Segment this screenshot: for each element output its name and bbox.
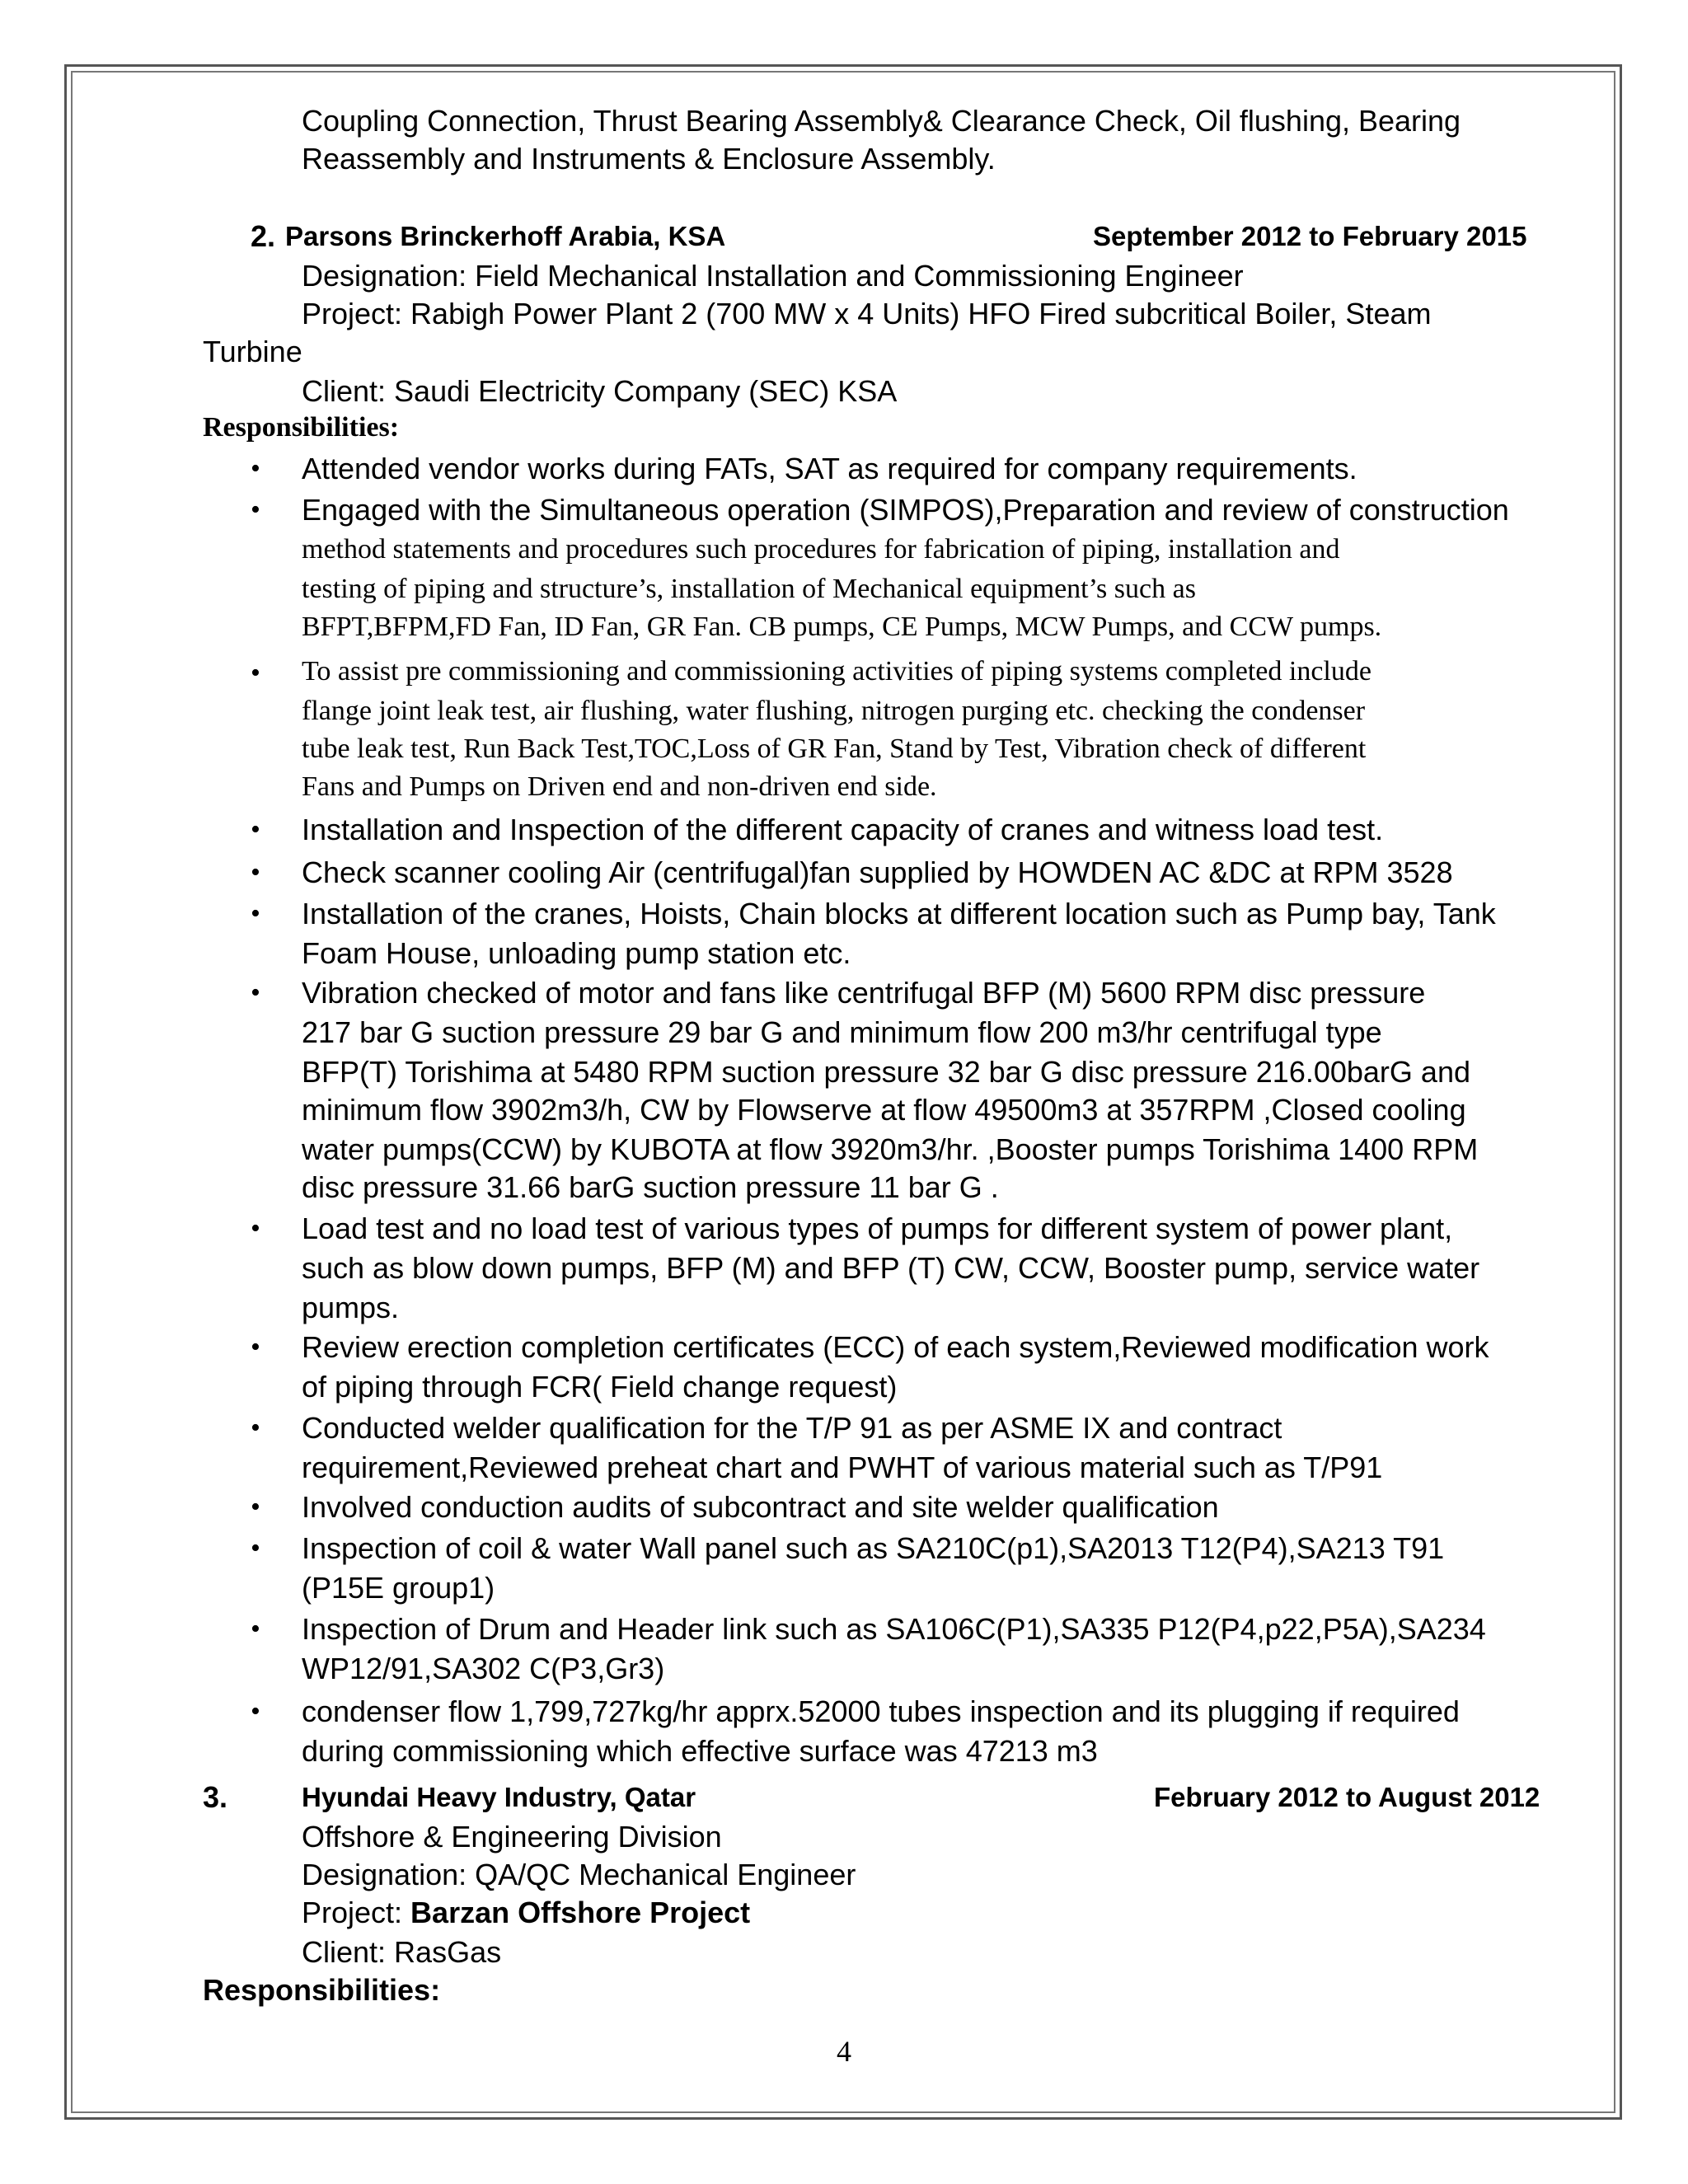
job2-project-line1: Project: Rabigh Power Plant 2 (700 MW x 4 Units) HFO Fired subcritical Boiler, Steam	[302, 297, 1432, 330]
job3-designation: Designation: QA/QC Mechanical Engineer	[302, 1858, 856, 1891]
responsibility-item-line: flange joint leak test, air flushing, water flushing, nitrogen purging etc. checking the condenser	[302, 696, 1366, 726]
bullet-icon: •	[251, 1213, 260, 1244]
intro-line-1: Coupling Connection, Thrust Bearing Assembly& Clearance Check, Oil flushing, Bearing	[302, 104, 1461, 138]
responsibility-item-line: of piping through FCR( Field change request)	[302, 1370, 898, 1404]
responsibility-item-line: Installation of the cranes, Hoists, Chain blocks at different location such as Pump bay, Tank	[302, 897, 1496, 930]
responsibility-item-line: Attended vendor works during FATs, SAT as required for company requirements.	[302, 452, 1357, 485]
job3-number: 3.	[203, 1780, 228, 1814]
job3-client: Client: RasGas	[302, 1935, 502, 1969]
job2-designation: Designation: Field Mechanical Installation and Commissioning Engineer	[302, 259, 1244, 293]
intro-line-2: Reassembly and Instruments & Enclosure Assembly.	[302, 142, 996, 176]
bullet-icon: •	[251, 857, 260, 888]
responsibility-item-line: tube leak test, Run Back Test,TOC,Loss of GR Fan, Stand by Test, Vibration check of different	[302, 733, 1367, 764]
bullet-icon: •	[251, 1492, 260, 1522]
responsibility-item-line: Inspection of Drum and Header link such as SA106C(P1),SA335 P12(P4,p22,P5A),SA234	[302, 1612, 1486, 1646]
responsibility-item-line: Inspection of coil & water Wall panel such as SA210C(p1),SA2013 T12(P4),SA213 T91	[302, 1531, 1445, 1565]
responsibility-item-line: BFPT,BFPM,FD Fan, ID Fan, GR Fan. CB pumps, CE Pumps, MCW Pumps, and CCW pumps.	[302, 612, 1382, 642]
job2-company: Parsons Brinckerhoff Arabia, KSA	[285, 221, 726, 251]
job3-project	[302, 1896, 750, 1930]
job3-division: Offshore & Engineering Division	[302, 1820, 722, 1854]
bullet-icon: •	[251, 1332, 260, 1362]
responsibility-item-line: condenser flow 1,799,727kg/hr apprx.52000 tubes inspection and its plugging if required	[302, 1694, 1460, 1728]
bullet-icon: •	[251, 1614, 260, 1644]
responsibility-item-line: Load test and no load test of various types of pumps for different system of power plant,	[302, 1212, 1453, 1245]
bullet-icon: •	[251, 977, 260, 1008]
job2-responsibilities-label: Responsibilities:	[203, 412, 400, 443]
responsibility-item-line: (P15E group1)	[302, 1571, 495, 1605]
page-number: 4	[837, 2035, 851, 2068]
job3-project-name: Barzan Offshore Project	[410, 1896, 751, 1929]
responsibility-item-line: Involved conduction audits of subcontract and site welder qualification	[302, 1490, 1219, 1524]
bullet-icon: •	[251, 898, 260, 929]
responsibility-item-line: Fans and Pumps on Driven end and non-driven end side.	[302, 771, 937, 802]
responsibility-item-line: WP12/91,SA302 C(P3,Gr3)	[302, 1652, 665, 1685]
bullet-icon: •	[251, 658, 260, 688]
bullet-icon: •	[251, 814, 260, 845]
responsibility-item-line: Review erection completion certificates (ECC) of each system,Reviewed modification work	[302, 1330, 1489, 1364]
job3-project-label: Project:	[302, 1896, 411, 1929]
responsibility-item-line: pumps.	[302, 1291, 400, 1324]
responsibility-item-line: Check scanner cooling Air (centrifugal)fan supplied by HOWDEN AC &DC at RPM 3528	[302, 855, 1453, 889]
bullet-icon: •	[251, 494, 260, 525]
bullet-icon: •	[251, 1413, 260, 1443]
bullet-icon: •	[251, 1533, 260, 1563]
job2-number: 2.	[251, 219, 276, 253]
responsibility-item-line: 217 bar G suction pressure 29 bar G and minimum flow 200 m3/hr centrifugal type	[302, 1015, 1382, 1049]
responsibility-item-line: water pumps(CCW) by KUBOTA at flow 3920m3/hr. ,Booster pumps Torishima 1400 RPM	[302, 1132, 1479, 1166]
responsibility-item-line: Engaged with the Simultaneous operation (SIMPOS),Preparation and review of construction	[302, 493, 1509, 527]
responsibility-item-line: testing of piping and structure’s, installation of Mechanical equipment’s such as	[302, 574, 1196, 604]
responsibility-item-line: Conducted welder qualification for the T/P 91 as per ASME IX and contract	[302, 1411, 1282, 1445]
responsibility-item-line: BFP(T) Torishima at 5480 RPM suction pressure 32 bar G disc pressure 216.00barG and	[302, 1055, 1470, 1089]
bullet-icon: •	[251, 1696, 260, 1727]
responsibility-item-line: such as blow down pumps, BFP (M) and BFP (T) CW, CCW, Booster pump, service water	[302, 1251, 1480, 1285]
responsibility-item-line: minimum flow 3902m3/h, CW by Flowserve at flow 49500m3 at 357RPM ,Closed cooling	[302, 1093, 1466, 1127]
responsibility-item-line: requirement,Reviewed preheat chart and PWHT of various material such as T/P91	[302, 1451, 1383, 1484]
responsibility-item-line: Foam House, unloading pump station etc.	[302, 936, 851, 970]
responsibility-item-line: To assist pre commissioning and commissioning activities of piping systems completed include	[302, 656, 1372, 687]
job3-period: February 2012 to August 2012	[1154, 1782, 1540, 1812]
job2-project-line2: Turbine	[203, 335, 302, 368]
job3-company: Hyundai Heavy Industry, Qatar	[302, 1782, 696, 1812]
responsibility-item-line: Installation and Inspection of the different capacity of cranes and witness load test.	[302, 813, 1384, 846]
responsibility-item-line: disc pressure 31.66 barG suction pressure 11 bar G .	[302, 1170, 999, 1204]
responsibility-item-line: method statements and procedures such procedures for fabrication of piping, installation and	[302, 534, 1340, 565]
bullet-icon: •	[251, 453, 260, 484]
responsibility-item-line: during commissioning which effective surface was 47213 m3	[302, 1734, 1098, 1768]
job2-period: September 2012 to February 2015	[1093, 221, 1527, 251]
job3-responsibilities-label: Responsibilities:	[203, 1973, 441, 2007]
responsibility-item-line: Vibration checked of motor and fans like centrifugal BFP (M) 5600 RPM disc pressure	[302, 976, 1426, 1010]
job2-client: Client: Saudi Electricity Company (SEC) KSA	[302, 374, 898, 408]
